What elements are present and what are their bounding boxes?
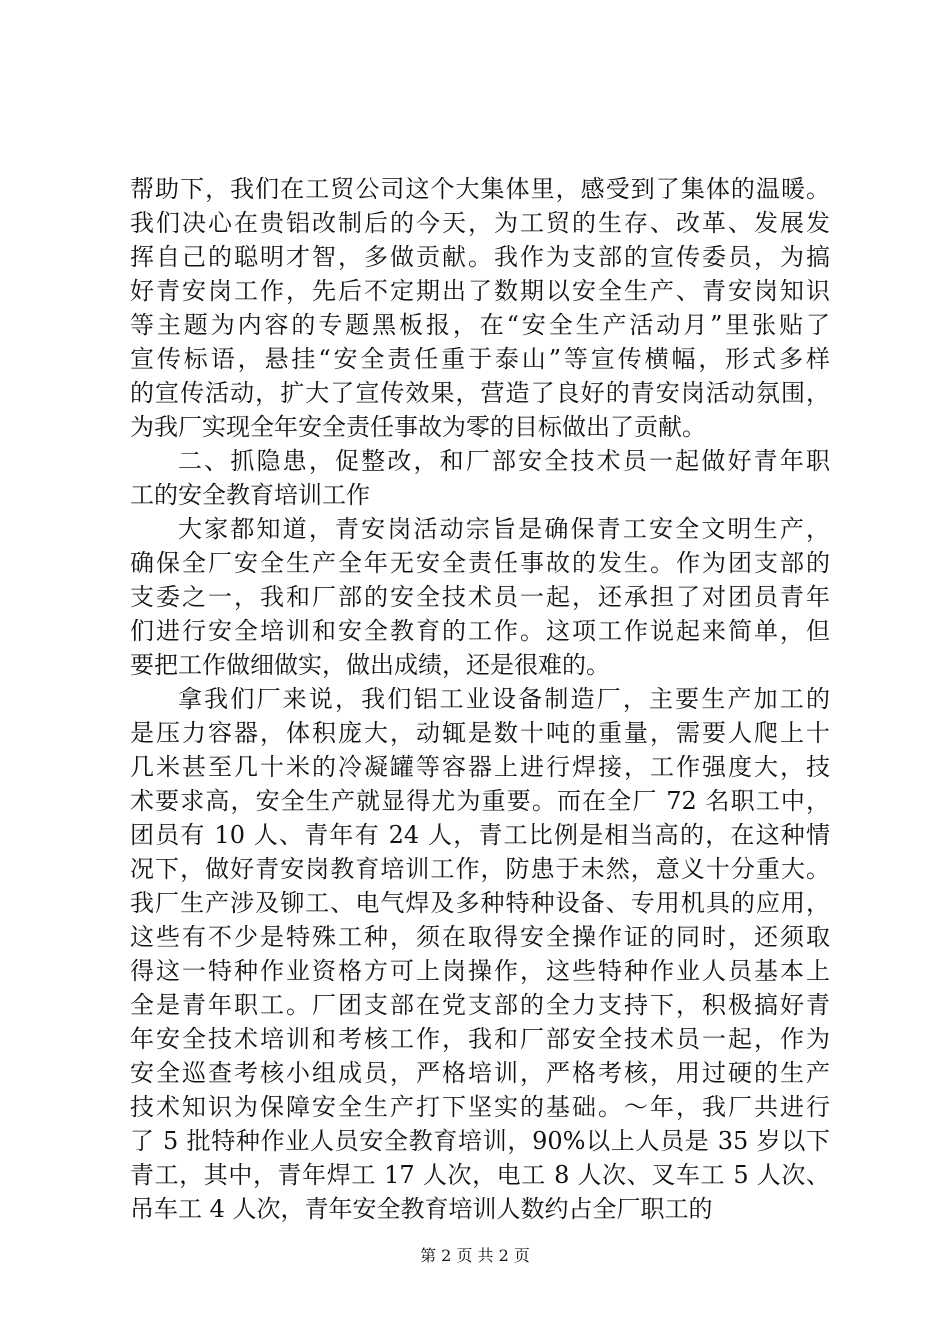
text-line: 术要求高，安全生产就显得尤为重要。而在全厂 72 名职工中， xyxy=(130,787,830,815)
text-line: 帮助下，我们在工贸公司这个大集体里，感受到了集体的温暖。 xyxy=(130,175,830,203)
text-line: 全是青年职工。厂团支部在党支部的全力支持下，积极搞好青 xyxy=(130,991,830,1019)
text-line: 等主题为内容的专题黑板报，在“安全生产活动月”里张贴了 xyxy=(130,311,830,339)
text-line: 了 5 批特种作业人员安全教育培训，90%以上人员是 35 岁以下 xyxy=(130,1127,830,1155)
text-line: 几米甚至几十米的冷凝罐等容器上进行焊接，工作强度大，技 xyxy=(130,753,830,781)
page-number-footer: 第 2 页 共 2 页 xyxy=(420,1246,530,1265)
text-line: 是压力容器，体积庞大，动辄是数十吨的重量，需要人爬上十 xyxy=(130,719,830,747)
text-line: 挥自己的聪明才智，多做贡献。我作为支部的宣传委员，为搞 xyxy=(130,243,830,271)
text-line: 青工，其中，青年焊工 17 人次，电工 8 人次、叉车工 5 人次、 xyxy=(130,1161,830,1189)
text-line: 好青安岗工作，先后不定期出了数期以安全生产、青安岗知识 xyxy=(130,277,830,305)
text-line: 大家都知道，青安岗活动宗旨是确保青工安全文明生产， xyxy=(178,515,830,543)
text-line: 确保全厂安全生产全年无安全责任事故的发生。作为团支部的 xyxy=(130,549,830,577)
text-line: 团员有 10 人、青年有 24 人，青工比例是相当高的，在这种情 xyxy=(130,821,830,849)
text-line: 吊车工 4 人次，青年安全教育培训人数约占全厂职工的 xyxy=(130,1195,713,1223)
text-line: 年安全技术培训和考核工作，我和厂部安全技术员一起，作为 xyxy=(130,1025,830,1053)
text-line: 得这一特种作业资格方可上岗操作，这些特种作业人员基本上 xyxy=(130,957,830,985)
text-line: 们进行安全培训和安全教育的工作。这项工作说起来简单，但 xyxy=(130,617,830,645)
section-heading-line: 二、抓隐患，促整改，和厂部安全技术员一起做好青年职 xyxy=(178,447,830,475)
text-line: 为我厂实现全年安全责任事故为零的目标做出了贡献。 xyxy=(130,413,706,441)
text-line: 要把工作做细做实，做出成绩，还是很难的。 xyxy=(130,651,610,679)
text-line: 宣传标语，悬挂“安全责任重于泰山”等宣传横幅，形式多样 xyxy=(130,345,830,373)
text-line: 况下，做好青安岗教育培训工作，防患于未然，意义十分重大。 xyxy=(130,855,830,883)
text-line: 这些有不少是特殊工种，须在取得安全操作证的同时，还须取 xyxy=(130,923,830,951)
text-line: 的宣传活动，扩大了宣传效果，营造了良好的青安岗活动氛围， xyxy=(130,379,830,407)
text-line: 拿我们厂来说，我们铝工业设备制造厂，主要生产加工的 xyxy=(178,685,830,713)
text-line: 支委之一，我和厂部的安全技术员一起，还承担了对团员青年 xyxy=(130,583,830,611)
text-line: 安全巡查考核小组成员，严格培训，严格考核，用过硬的生产 xyxy=(130,1059,830,1087)
body-text xyxy=(130,172,830,1226)
text-line: 我厂生产涉及铆工、电气焊及多种特种设备、专用机具的应用， xyxy=(130,889,830,917)
text-line: 技术知识为保障安全生产打下坚实的基础。～年，我厂共进行 xyxy=(130,1093,830,1121)
section-heading-line: 工的安全教育培训工作 xyxy=(130,481,370,509)
text-line: 我们决心在贵铝改制后的今天，为工贸的生存、改革、发展发 xyxy=(130,209,830,237)
